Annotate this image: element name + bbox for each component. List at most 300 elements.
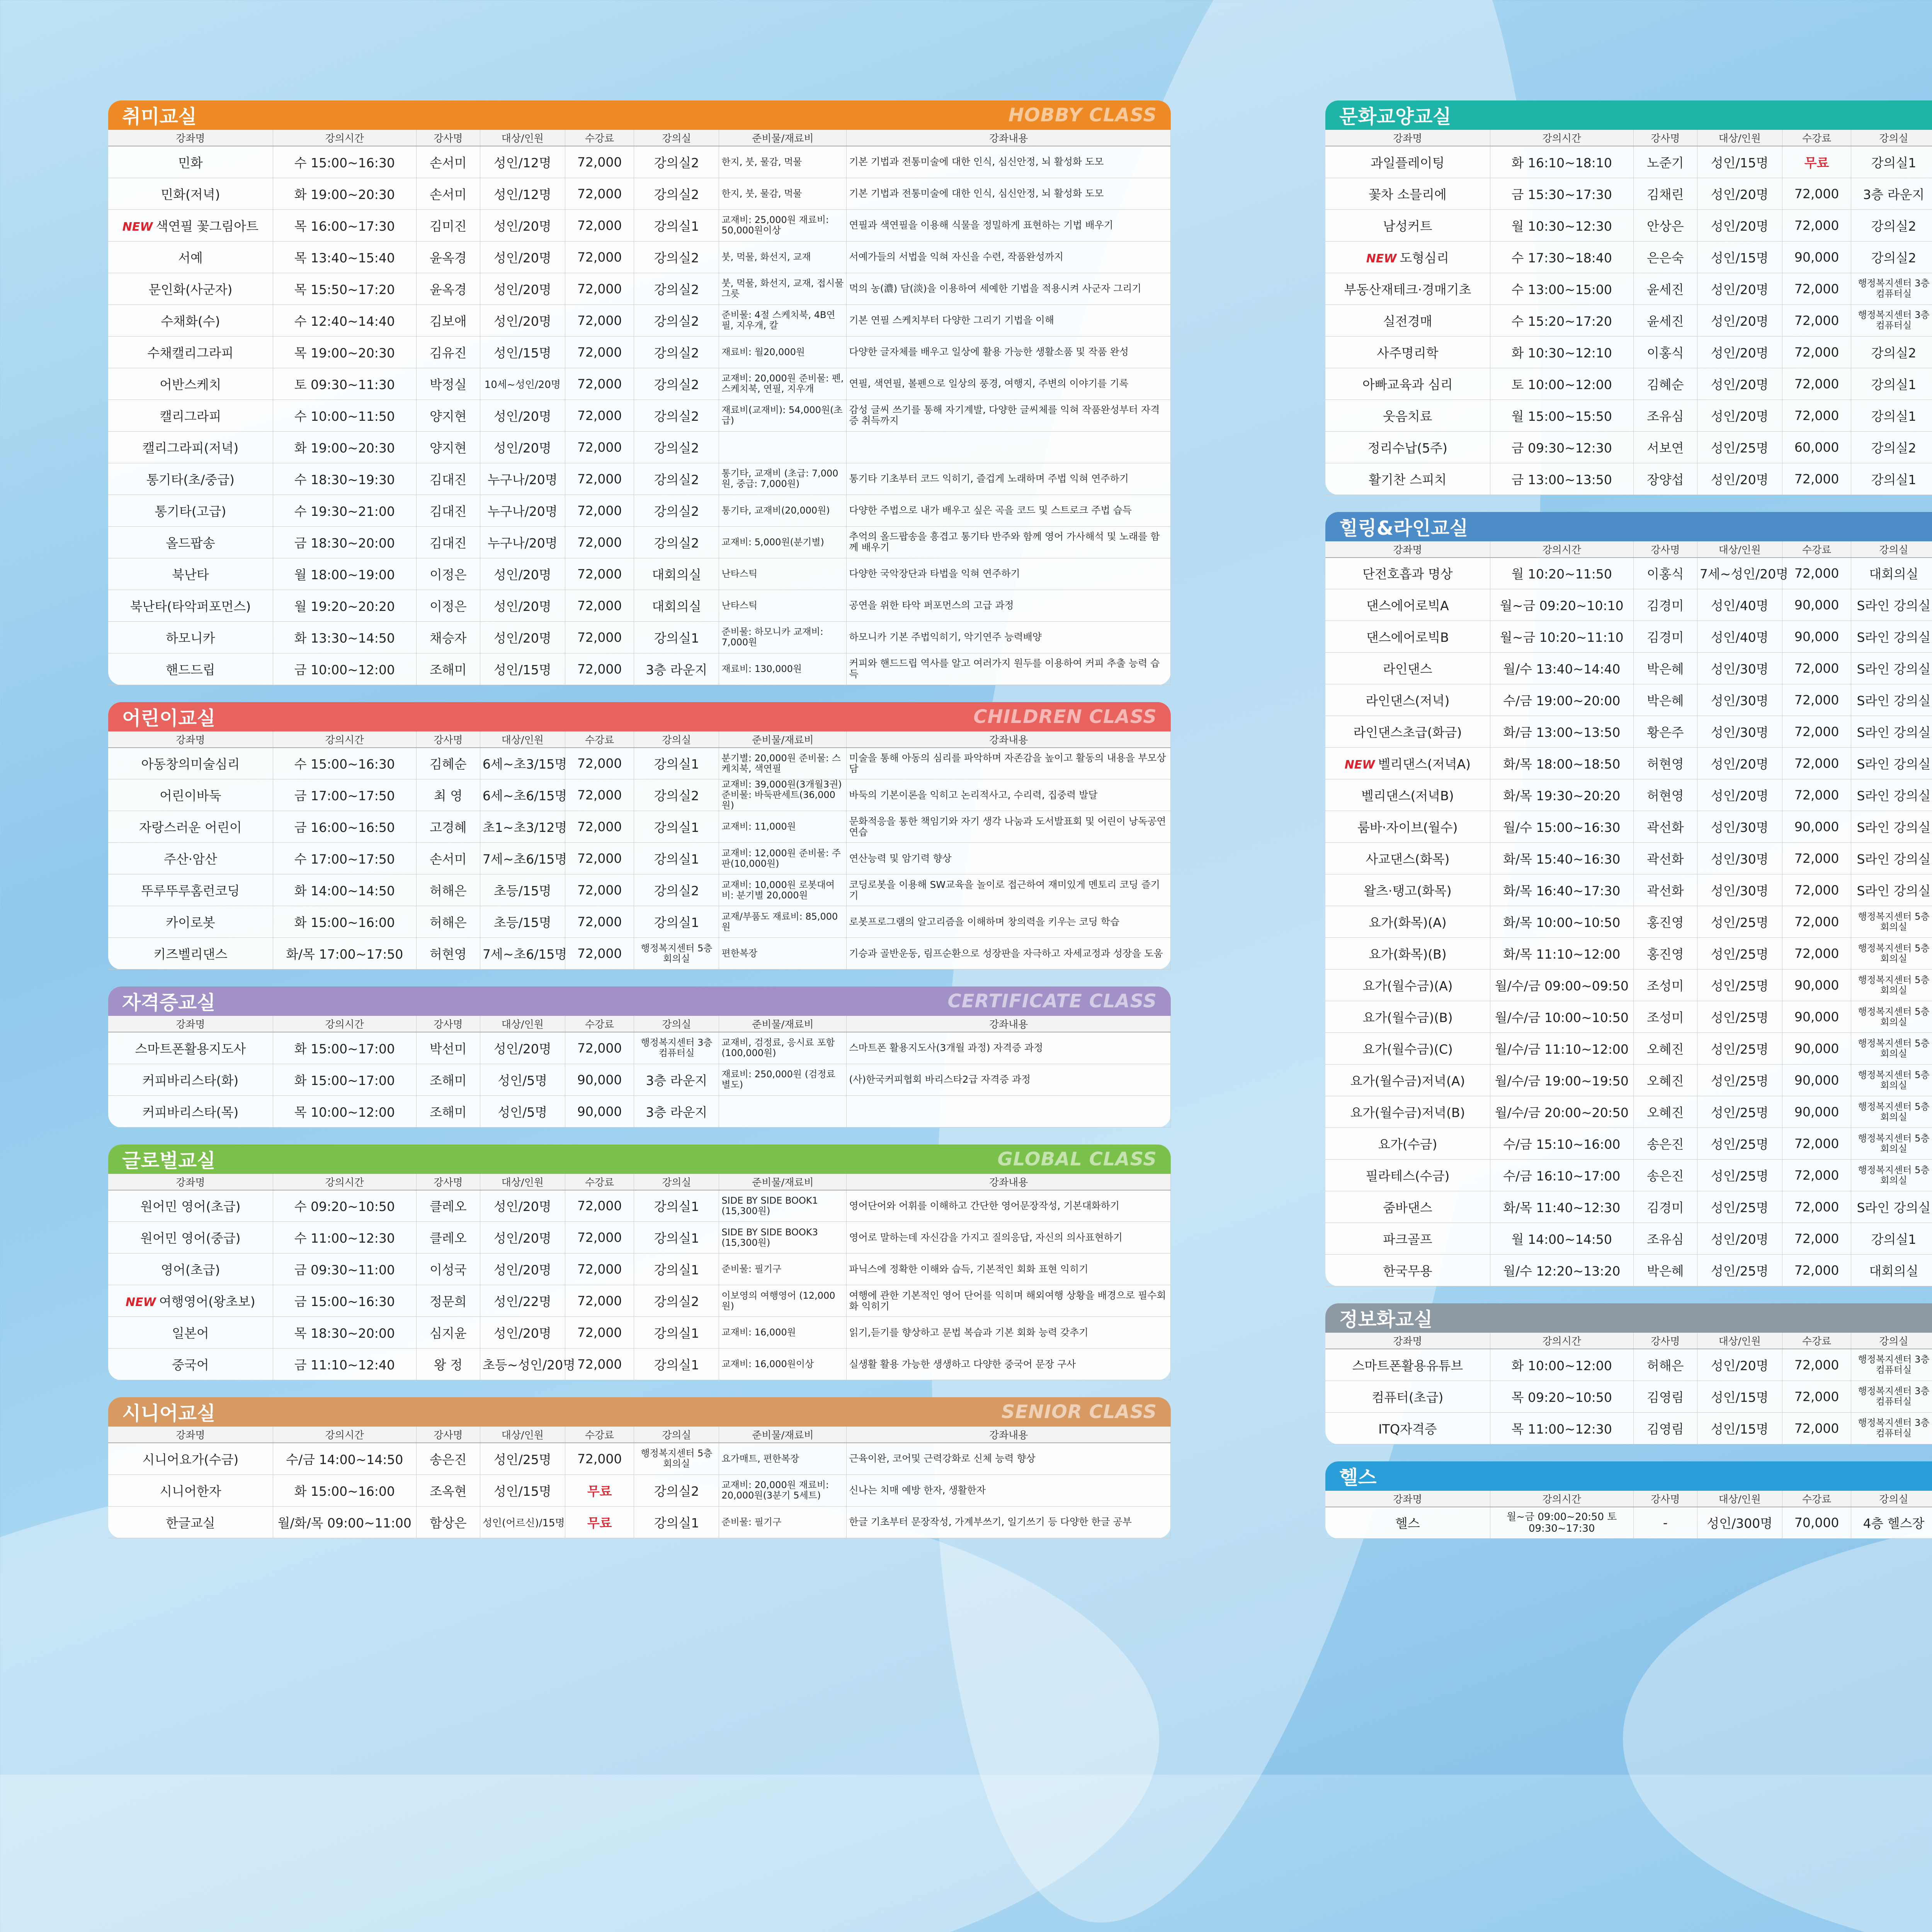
cell-target: 성인/20명 bbox=[1697, 178, 1782, 209]
health-section bbox=[1325, 1461, 1932, 1539]
cell-target: 성인/25명 bbox=[1697, 1065, 1782, 1096]
column-header-room: 강의실 bbox=[1851, 1491, 1932, 1507]
cell-course-name: 요가(월수금)저녁(B) bbox=[1325, 1096, 1490, 1128]
cell-class-time: 수 17:00~17:50 bbox=[273, 843, 416, 874]
cell-fee: 72,000 bbox=[1782, 1381, 1851, 1412]
cell-materials: 교재비: 10,000원 로봇대여비: 분기별 20,000원 bbox=[719, 874, 847, 906]
cell-class-time: 월 15:00~15:50 bbox=[1490, 400, 1633, 431]
cell-target: 성인/15명 bbox=[1697, 241, 1782, 273]
course-table bbox=[1325, 541, 1932, 1287]
cell-materials: SIDE BY SIDE BOOK1 (15,300원) bbox=[719, 1190, 847, 1222]
cell-class-time: 수/금 14:00~14:50 bbox=[273, 1443, 416, 1475]
cell-room: 강의실1 bbox=[1851, 400, 1932, 431]
cell-class-time: 수 09:20~10:50 bbox=[273, 1190, 416, 1222]
cell-description: 문화적응을 통한 책임기와 자기 생각 나눔과 도서발표회 및 어린이 낭독공연 연습 bbox=[847, 811, 1171, 843]
cell-room: 강의실2 bbox=[634, 304, 719, 336]
table-header-row bbox=[108, 1016, 1171, 1032]
cell-fee: 72,000 bbox=[565, 209, 634, 241]
table-header-row bbox=[1325, 1333, 1932, 1349]
cell-materials: 교재비: 20,000원 준비물: 펜, 스케치북, 연필, 지우개 bbox=[719, 368, 847, 400]
table-row bbox=[108, 748, 1171, 779]
cell-room: 행정복지센터 3층 컴퓨터실 bbox=[634, 1032, 719, 1064]
culture-section bbox=[1325, 100, 1932, 495]
cell-course-name: 요가(수금) bbox=[1325, 1128, 1490, 1160]
cell-target: 6세~초6/15명 bbox=[480, 779, 565, 811]
table-row bbox=[1325, 1160, 1932, 1191]
column-header-target: 대상/인원 bbox=[480, 1016, 565, 1032]
cell-instructor: 최 영 bbox=[416, 779, 480, 811]
cell-room: 행정복지센터 3층 컴퓨터실 bbox=[1851, 273, 1932, 304]
cell-fee: 72,000 bbox=[565, 590, 634, 621]
cell-class-time: 목 11:00~12:30 bbox=[1490, 1412, 1633, 1444]
cell-target: 초등/15명 bbox=[480, 874, 565, 906]
cell-course-name: 왈츠·탱고(화목) bbox=[1325, 874, 1490, 906]
cell-course-name: 한국무용 bbox=[1325, 1255, 1490, 1286]
cell-instructor: 김유진 bbox=[416, 336, 480, 368]
cell-class-time: 금 10:00~12:00 bbox=[273, 653, 416, 685]
course-table bbox=[108, 130, 1171, 685]
column-header-room: 강의실 bbox=[1851, 1333, 1932, 1349]
cell-room: 강의실1 bbox=[634, 1317, 719, 1349]
cell-class-time: 목 16:00~17:30 bbox=[273, 209, 416, 241]
table-row bbox=[108, 336, 1171, 368]
cell-target: 성인/30명 bbox=[1697, 684, 1782, 716]
column-header-class-time: 강의시간 bbox=[273, 1016, 416, 1032]
cell-class-time: 화/목 18:00~18:50 bbox=[1490, 748, 1633, 779]
cell-target: 성인/20명 bbox=[1697, 779, 1782, 811]
cell-class-time: 월/수/금 11:10~12:00 bbox=[1490, 1033, 1633, 1065]
cell-course-name: 뚜루뚜루홈런코딩 bbox=[108, 874, 273, 906]
cell-fee: 72,000 bbox=[565, 938, 634, 969]
cell-fee: 72,000 bbox=[1782, 1223, 1851, 1255]
cell-room: 강의실2 bbox=[634, 874, 719, 906]
cell-target: 성인/20명 bbox=[1697, 748, 1782, 779]
cell-course-name: 캘리그라피 bbox=[108, 400, 273, 431]
cell-room: 행정복지센터 5층 회의실 bbox=[634, 1443, 719, 1475]
cell-fee: 72,000 bbox=[565, 1190, 634, 1222]
cell-materials: 분기별: 20,000원 준비물: 스케치북, 색연필 bbox=[719, 748, 847, 779]
cell-instructor: 양지현 bbox=[416, 400, 480, 431]
cell-description: 실생활 활용 가능한 생생하고 다양한 중국어 문장 구사 bbox=[847, 1349, 1171, 1380]
cell-materials: 이보영의 여행영어 (12,000원) bbox=[719, 1285, 847, 1317]
column-header-course-name: 강좌명 bbox=[108, 1016, 273, 1032]
cell-fee: 72,000 bbox=[1782, 716, 1851, 748]
table-row bbox=[108, 495, 1171, 526]
cell-room: 행정복지센터 5층 회의실 bbox=[634, 938, 719, 969]
cell-instructor: 노준기 bbox=[1633, 146, 1697, 178]
cell-description: 다양한 주법으로 내가 배우고 싶은 곡을 코드 및 스트로크 주법 습득 bbox=[847, 495, 1171, 526]
column-header-instructor: 강사명 bbox=[1633, 130, 1697, 146]
table-header-row bbox=[108, 731, 1171, 748]
cell-instructor: 조유심 bbox=[1633, 400, 1697, 431]
cell-target: 성인/30명 bbox=[1697, 811, 1782, 843]
table-row bbox=[1325, 589, 1932, 621]
column-header-target: 대상/인원 bbox=[1697, 1491, 1782, 1507]
cell-class-time: 목 10:00~12:00 bbox=[273, 1095, 416, 1127]
cell-course-name: 필라테스(수금) bbox=[1325, 1160, 1490, 1191]
cell-materials: 교재비: 16,000원이상 bbox=[719, 1349, 847, 1380]
column-header-course-name: 강좌명 bbox=[1325, 1333, 1490, 1349]
cell-fee: 72,000 bbox=[565, 906, 634, 938]
table-row bbox=[1325, 938, 1932, 969]
table-row bbox=[1325, 843, 1932, 874]
cell-room: 대회의실 bbox=[1851, 1255, 1932, 1286]
new-badge: NEW bbox=[122, 220, 153, 234]
cell-instructor: 손서미 bbox=[416, 146, 480, 178]
cell-instructor: 김경미 bbox=[1633, 1191, 1697, 1223]
cell-fee: 90,000 bbox=[1782, 1065, 1851, 1096]
cell-instructor: 조성미 bbox=[1633, 969, 1697, 1001]
column-header-materials: 준비물/재료비 bbox=[719, 1016, 847, 1032]
cell-course-name: 실전경매 bbox=[1325, 304, 1490, 336]
cell-class-time: 수 12:40~14:40 bbox=[273, 304, 416, 336]
table-row bbox=[108, 1253, 1171, 1285]
table-row bbox=[108, 209, 1171, 241]
column-header-instructor: 강사명 bbox=[416, 731, 480, 748]
cell-class-time: 금 09:30~11:00 bbox=[273, 1253, 416, 1285]
section-header bbox=[108, 1145, 1171, 1174]
course-table bbox=[108, 1016, 1171, 1128]
column-header-target: 대상/인원 bbox=[480, 731, 565, 748]
cell-description: 기본 기법과 전통미술에 대한 인식, 심신안정, 뇌 활성화 도모 bbox=[847, 146, 1171, 178]
table-row bbox=[108, 178, 1171, 209]
cell-class-time: 화 16:10~18:10 bbox=[1490, 146, 1633, 178]
cell-target: 성인/25명 bbox=[1697, 906, 1782, 938]
table-row bbox=[1325, 874, 1932, 906]
cell-room: 강의실2 bbox=[634, 463, 719, 495]
cell-target: 성인/25명 bbox=[1697, 1160, 1782, 1191]
cell-materials bbox=[719, 1095, 847, 1127]
course-title: 색연필 꽃그림아트 bbox=[156, 218, 259, 234]
cell-materials: 준비물: 4절 스케치북, 4B연필, 지우개, 칼 bbox=[719, 304, 847, 336]
cell-fee: 72,000 bbox=[1782, 938, 1851, 969]
cell-target: 성인/20명 bbox=[480, 431, 565, 463]
table-header-row bbox=[108, 130, 1171, 146]
table-row bbox=[108, 463, 1171, 495]
cell-instructor: 박선미 bbox=[416, 1032, 480, 1064]
table-row bbox=[108, 304, 1171, 336]
column-header-description: 강좌내용 bbox=[847, 1427, 1171, 1443]
cell-room: 강의실2 bbox=[634, 495, 719, 526]
section-english-title: CHILDREN CLASS bbox=[973, 706, 1157, 728]
cell-target: 성인/20명 bbox=[1697, 336, 1782, 368]
cell-fee: 90,000 bbox=[565, 1064, 634, 1095]
table-row bbox=[1325, 1223, 1932, 1255]
new-badge: NEW bbox=[1344, 758, 1375, 772]
cell-target: 7세~초6/15명 bbox=[480, 938, 565, 969]
new-badge: NEW bbox=[126, 1296, 156, 1309]
table-header-row bbox=[1325, 130, 1932, 146]
table-row bbox=[1325, 336, 1932, 368]
table-row bbox=[1325, 779, 1932, 811]
cell-course-name bbox=[108, 209, 273, 241]
column-header-materials: 준비물/재료비 bbox=[719, 1174, 847, 1190]
section-header bbox=[1325, 1303, 1932, 1333]
cell-course-name: 벨리댄스(저녁B) bbox=[1325, 779, 1490, 811]
cell-description: 다양한 글자체를 배우고 일상에 활용 가능한 생활소품 및 작품 완성 bbox=[847, 336, 1171, 368]
cell-fee: 72,000 bbox=[565, 1222, 634, 1253]
section-english-title: HOBBY CLASS bbox=[1008, 104, 1157, 126]
cell-course-name: 정리수납(5주) bbox=[1325, 431, 1490, 463]
cell-course-name: 과일플레이팅 bbox=[1325, 146, 1490, 178]
column-header-course-name: 강좌명 bbox=[108, 731, 273, 748]
column-header-materials: 준비물/재료비 bbox=[719, 1427, 847, 1443]
cell-instructor: 황은주 bbox=[1633, 716, 1697, 748]
cell-course-name: 북난타 bbox=[108, 558, 273, 590]
cell-course-name: 라인댄스초급(화금) bbox=[1325, 716, 1490, 748]
cell-course-name: 요가(월수금)(B) bbox=[1325, 1001, 1490, 1033]
cell-description: 로봇프로그램의 알고리즘을 이해하며 창의력을 키우는 코딩 학습 bbox=[847, 906, 1171, 938]
cell-class-time: 목 18:30~20:00 bbox=[273, 1317, 416, 1349]
cell-fee: 72,000 bbox=[1782, 779, 1851, 811]
cell-course-name: 민화 bbox=[108, 146, 273, 178]
cell-target: 성인/20명 bbox=[480, 400, 565, 431]
cell-course-name: 영어(초급) bbox=[108, 1253, 273, 1285]
cell-target: 누구나/20명 bbox=[480, 495, 565, 526]
cell-fee: 90,000 bbox=[1782, 241, 1851, 273]
cell-instructor: 김혜순 bbox=[1633, 368, 1697, 400]
cell-fee: 72,000 bbox=[565, 241, 634, 273]
column-header-room: 강의실 bbox=[1851, 541, 1932, 558]
table-row bbox=[1325, 1349, 1932, 1381]
cell-description bbox=[847, 1095, 1171, 1127]
column-header-class-time: 강의시간 bbox=[273, 731, 416, 748]
column-header-course-name: 강좌명 bbox=[1325, 541, 1490, 558]
column-header-description: 강좌내용 bbox=[847, 130, 1171, 146]
table-row bbox=[1325, 1001, 1932, 1033]
table-row bbox=[1325, 684, 1932, 716]
cell-description: 미술을 통해 아동의 심리를 파악하며 자존감을 높이고 활동의 내용을 부모상담 bbox=[847, 748, 1171, 779]
cell-room: 강의실1 bbox=[634, 1506, 719, 1538]
cell-course-name: 단전호흡과 명상 bbox=[1325, 558, 1490, 589]
cell-target: 성인/30명 bbox=[1697, 716, 1782, 748]
cell-fee: 72,000 bbox=[565, 874, 634, 906]
table-row bbox=[1325, 304, 1932, 336]
table-row bbox=[1325, 463, 1932, 495]
cell-class-time: 월/수 15:00~16:30 bbox=[1490, 811, 1633, 843]
cell-fee: 72,000 bbox=[565, 431, 634, 463]
course-table bbox=[1325, 1491, 1932, 1539]
cell-course-name: 원어민 영어(중급) bbox=[108, 1222, 273, 1253]
cell-course-name bbox=[108, 1285, 273, 1317]
section-title: 글로벌교실 bbox=[122, 1149, 216, 1172]
table-row bbox=[1325, 558, 1932, 589]
cell-materials: 교재비: 5,000원(분기별) bbox=[719, 526, 847, 558]
cell-materials: 한지, 붓, 물감, 먹물 bbox=[719, 146, 847, 178]
cell-materials: 교재/부품도 재료비: 85,000원 bbox=[719, 906, 847, 938]
cell-room: 강의실1 bbox=[1851, 1223, 1932, 1255]
table-header-row bbox=[1325, 1491, 1932, 1507]
column-header-target: 대상/인원 bbox=[1697, 1333, 1782, 1349]
table-row bbox=[108, 1064, 1171, 1095]
cell-room: 강의실1 bbox=[1851, 146, 1932, 178]
cell-materials bbox=[719, 431, 847, 463]
section-english-title: CERTIFICATE CLASS bbox=[947, 990, 1157, 1012]
cell-target: 성인/30명 bbox=[1697, 843, 1782, 874]
table-row bbox=[108, 938, 1171, 969]
cell-class-time: 화 15:00~17:00 bbox=[273, 1032, 416, 1064]
course-title: 벨리댄스(저녁A) bbox=[1378, 757, 1471, 772]
cell-class-time: 목 13:40~15:40 bbox=[273, 241, 416, 273]
cell-course-name: 커피바리스타(목) bbox=[108, 1095, 273, 1127]
cell-target: 성인/20명 bbox=[1697, 400, 1782, 431]
table-row bbox=[108, 874, 1171, 906]
cell-fee: 72,000 bbox=[1782, 843, 1851, 874]
table-row bbox=[1325, 653, 1932, 684]
cell-fee: 90,000 bbox=[1782, 811, 1851, 843]
cell-target: 성인/25명 bbox=[1697, 1255, 1782, 1286]
cell-class-time: 월~금 09:00~20:50 토 09:30~17:30 bbox=[1490, 1507, 1633, 1539]
cell-class-time: 화 13:30~14:50 bbox=[273, 621, 416, 653]
cell-course-name: 댄스에어로빅A bbox=[1325, 589, 1490, 621]
column-header-instructor: 강사명 bbox=[416, 130, 480, 146]
cell-room: S라인 강의실 bbox=[1851, 684, 1932, 716]
cell-class-time: 화/목 17:00~17:50 bbox=[273, 938, 416, 969]
cell-description: 연필과 색연필을 이용해 식물을 정밀하게 표현하는 기법 배우기 bbox=[847, 209, 1171, 241]
cell-course-name: 중국어 bbox=[108, 1349, 273, 1380]
column-header-room: 강의실 bbox=[634, 130, 719, 146]
cell-course-name: 요가(화목)(B) bbox=[1325, 938, 1490, 969]
cell-room: 행정복지센터 5층 회의실 bbox=[1851, 1001, 1932, 1033]
cell-room: 강의실2 bbox=[634, 178, 719, 209]
section-title: 헬스 bbox=[1339, 1466, 1377, 1489]
cell-target: 성인/20명 bbox=[480, 590, 565, 621]
column-header-room: 강의실 bbox=[634, 1174, 719, 1190]
cell-room: 행정복지센터 3층 컴퓨터실 bbox=[1851, 304, 1932, 336]
cell-instructor: 허현영 bbox=[1633, 779, 1697, 811]
cell-materials: 교재비: 11,000원 bbox=[719, 811, 847, 843]
section-header bbox=[1325, 512, 1932, 541]
cell-room: S라인 강의실 bbox=[1851, 811, 1932, 843]
cell-course-name: 핸드드립 bbox=[108, 653, 273, 685]
table-row bbox=[108, 811, 1171, 843]
cell-class-time: 목 19:00~20:30 bbox=[273, 336, 416, 368]
cell-room: 강의실2 bbox=[634, 1285, 719, 1317]
cell-materials: 교재비: 12,000원 준비물: 주판(10,000원) bbox=[719, 843, 847, 874]
cell-fee: 72,000 bbox=[1782, 1349, 1851, 1381]
cell-instructor: - bbox=[1633, 1507, 1697, 1539]
cell-class-time: 토 10:00~12:00 bbox=[1490, 368, 1633, 400]
cell-room: S라인 강의실 bbox=[1851, 653, 1932, 684]
cell-fee: 무료 bbox=[565, 1506, 634, 1538]
cell-materials: 교재비: 16,000원 bbox=[719, 1317, 847, 1349]
cell-course-name: 하모니카 bbox=[108, 621, 273, 653]
cell-room: 강의실1 bbox=[634, 843, 719, 874]
column-header-target: 대상/인원 bbox=[1697, 130, 1782, 146]
column-header-course-name: 강좌명 bbox=[108, 130, 273, 146]
course-table bbox=[1325, 130, 1932, 495]
cell-target: 성인/15명 bbox=[1697, 1412, 1782, 1444]
section-english-title: SENIOR CLASS bbox=[1001, 1401, 1157, 1423]
cell-instructor: 왕 정 bbox=[416, 1349, 480, 1380]
table-row bbox=[1325, 1096, 1932, 1128]
cell-materials: 재료비: 월20,000원 bbox=[719, 336, 847, 368]
section-english-title: GLOBAL CLASS bbox=[997, 1148, 1157, 1170]
cell-instructor: 조유심 bbox=[1633, 1223, 1697, 1255]
table-row bbox=[1325, 368, 1932, 400]
cell-room: 강의실1 bbox=[634, 209, 719, 241]
cell-materials: 난타스틱 bbox=[719, 590, 847, 621]
table-header-row bbox=[108, 1174, 1171, 1190]
cell-instructor: 김영림 bbox=[1633, 1412, 1697, 1444]
table-row bbox=[1325, 748, 1932, 779]
cell-room: 강의실2 bbox=[634, 368, 719, 400]
cell-course-name: 아동창의미술심리 bbox=[108, 748, 273, 779]
cell-room: 강의실2 bbox=[1851, 241, 1932, 273]
cell-class-time: 화 10:30~12:10 bbox=[1490, 336, 1633, 368]
cell-target: 성인/20명 bbox=[480, 1317, 565, 1349]
cell-room: 행정복지센터 5층 회의실 bbox=[1851, 906, 1932, 938]
cell-description: 먹의 농(濃) 담(淡)을 이용하여 세예한 기법을 적용시켜 사군자 그리기 bbox=[847, 273, 1171, 304]
cell-room: 강의실2 bbox=[634, 779, 719, 811]
cell-target: 성인/22명 bbox=[480, 1285, 565, 1317]
cell-fee: 72,000 bbox=[565, 400, 634, 431]
cell-instructor: 클레오 bbox=[416, 1222, 480, 1253]
cell-description: 연산능력 및 암기력 향상 bbox=[847, 843, 1171, 874]
cell-instructor: 은은숙 bbox=[1633, 241, 1697, 273]
cell-target: 초등/15명 bbox=[480, 906, 565, 938]
table-row bbox=[108, 146, 1171, 178]
cell-target: 성인/12명 bbox=[480, 146, 565, 178]
cell-course-name: 시니어요가(수금) bbox=[108, 1443, 273, 1475]
cell-target: 초등~성인/20명 bbox=[480, 1349, 565, 1380]
cell-course-name: 어반스케치 bbox=[108, 368, 273, 400]
cell-room: S라인 강의실 bbox=[1851, 589, 1932, 621]
cell-fee: 72,000 bbox=[565, 368, 634, 400]
column-header-fee: 수강료 bbox=[1782, 1491, 1851, 1507]
cell-instructor: 송은진 bbox=[1633, 1128, 1697, 1160]
cell-instructor: 채승자 bbox=[416, 621, 480, 653]
healing-section bbox=[1325, 512, 1932, 1287]
cell-room: 강의실2 bbox=[634, 146, 719, 178]
cell-materials: 준비물: 하모니카 교재비: 7,000원 bbox=[719, 621, 847, 653]
cell-class-time: 금 09:30~12:30 bbox=[1490, 431, 1633, 463]
cell-fee: 72,000 bbox=[565, 1443, 634, 1475]
cell-course-name: 원어민 영어(초급) bbox=[108, 1190, 273, 1222]
cell-target: 성인/20명 bbox=[1697, 209, 1782, 241]
column-header-course-name: 강좌명 bbox=[108, 1174, 273, 1190]
cell-instructor: 박정실 bbox=[416, 368, 480, 400]
column-header-class-time: 강의시간 bbox=[273, 1427, 416, 1443]
cell-class-time: 화 15:00~16:00 bbox=[273, 906, 416, 938]
cell-instructor: 박은혜 bbox=[1633, 653, 1697, 684]
cell-description: 영어단어와 어휘를 이해하고 간단한 영어문장작성, 기본대화하기 bbox=[847, 1190, 1171, 1222]
cell-target: 성인/40명 bbox=[1697, 621, 1782, 653]
cell-target: 성인/15명 bbox=[1697, 146, 1782, 178]
cell-fee: 72,000 bbox=[565, 748, 634, 779]
cell-room: 대회의실 bbox=[634, 590, 719, 621]
column-header-class-time: 강의시간 bbox=[1490, 1333, 1633, 1349]
cell-description: 기승과 골반운동, 림프순환으로 성장판을 자극하고 자세교정과 성장을 도움 bbox=[847, 938, 1171, 969]
cell-materials: 준비물: 필기구 bbox=[719, 1506, 847, 1538]
cell-class-time: 수 10:00~11:50 bbox=[273, 400, 416, 431]
cell-fee: 72,000 bbox=[1782, 1412, 1851, 1444]
cell-class-time: 화/목 11:40~12:30 bbox=[1490, 1191, 1633, 1223]
cell-course-name: 꽃차 소믈리에 bbox=[1325, 178, 1490, 209]
cell-class-time: 목 09:20~10:50 bbox=[1490, 1381, 1633, 1412]
cell-target: 성인/20명 bbox=[480, 1190, 565, 1222]
cell-fee: 90,000 bbox=[1782, 969, 1851, 1001]
cell-fee: 72,000 bbox=[565, 526, 634, 558]
cell-target: 성인/20명 bbox=[480, 209, 565, 241]
cell-instructor: 송은진 bbox=[1633, 1160, 1697, 1191]
cell-class-time: 수 15:20~17:20 bbox=[1490, 304, 1633, 336]
column-header-instructor: 강사명 bbox=[1633, 1491, 1697, 1507]
cell-instructor: 윤세진 bbox=[1633, 304, 1697, 336]
cell-room: 강의실1 bbox=[634, 748, 719, 779]
column-header-description: 강좌내용 bbox=[847, 731, 1171, 748]
cell-class-time: 금 11:10~12:40 bbox=[273, 1349, 416, 1380]
